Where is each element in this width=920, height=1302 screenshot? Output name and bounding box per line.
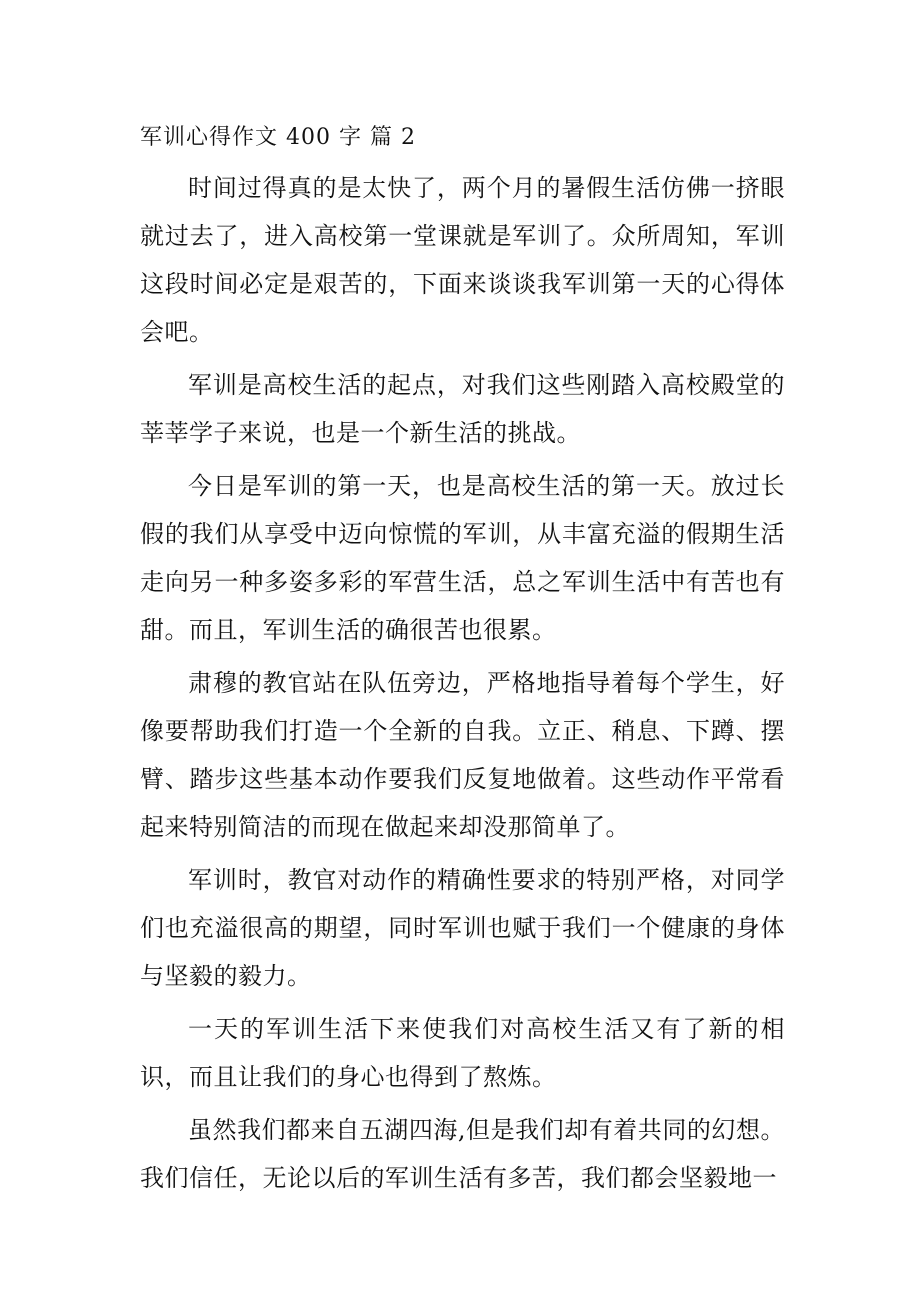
paragraph-1: 时间过得真的是太快了，两个月的暑假生活仿佛一挤眼就过去了，进入高校第一堂课就是军训了。众所周知，军训这段时间必定是艰苦的，下面来谈谈我军训第一天的心得体会吧。 — [140, 174, 785, 346]
paragraph-6: 一天的军训生活下来使我们对高校生活又有了新的相识，而且让我们的身心也得到了熬炼。 — [140, 1015, 785, 1091]
document-body — [140, 118, 785, 1207]
paragraph-4: 肃穆的教官站在队伍旁边，严格地指导着每个学生，好像要帮助我们打造一个全新的自我。立正、稍息、下蹲、摆臂、踏步这些基本动作要我们反复地做着。这些动作平常看起来特别简洁的而现在做起来却没那简单了。 — [140, 669, 785, 841]
paragraph-3: 今日是军训的第一天，也是高校生活的第一天。放过长假的我们从享受中迈向惊慌的军训，从丰富充溢的假期生活走向另一种多姿多彩的军营生活，总之军训生活中有苦也有甜。而且，军训生活的确很苦也很累。 — [140, 472, 785, 644]
paragraph-2: 军训是高校生活的起点，对我们这些刚踏入高校殿堂的莘莘学子来说，也是一个新生活的挑战。 — [140, 371, 785, 447]
paragraph-7: 虽然我们都来自五湖四海,但是我们却有着共同的幻想。我们信任，无论以后的军训生活有多苦，我们都会坚毅地一 — [140, 1116, 785, 1192]
document-title: 军训心得作文 400 字 篇 2 — [140, 125, 416, 150]
paragraph-5: 军训时，教官对动作的精确性要求的特别严格，对同学们也充溢很高的期望，同时军训也赋于我们一个健康的身体与坚毅的毅力。 — [140, 866, 785, 990]
